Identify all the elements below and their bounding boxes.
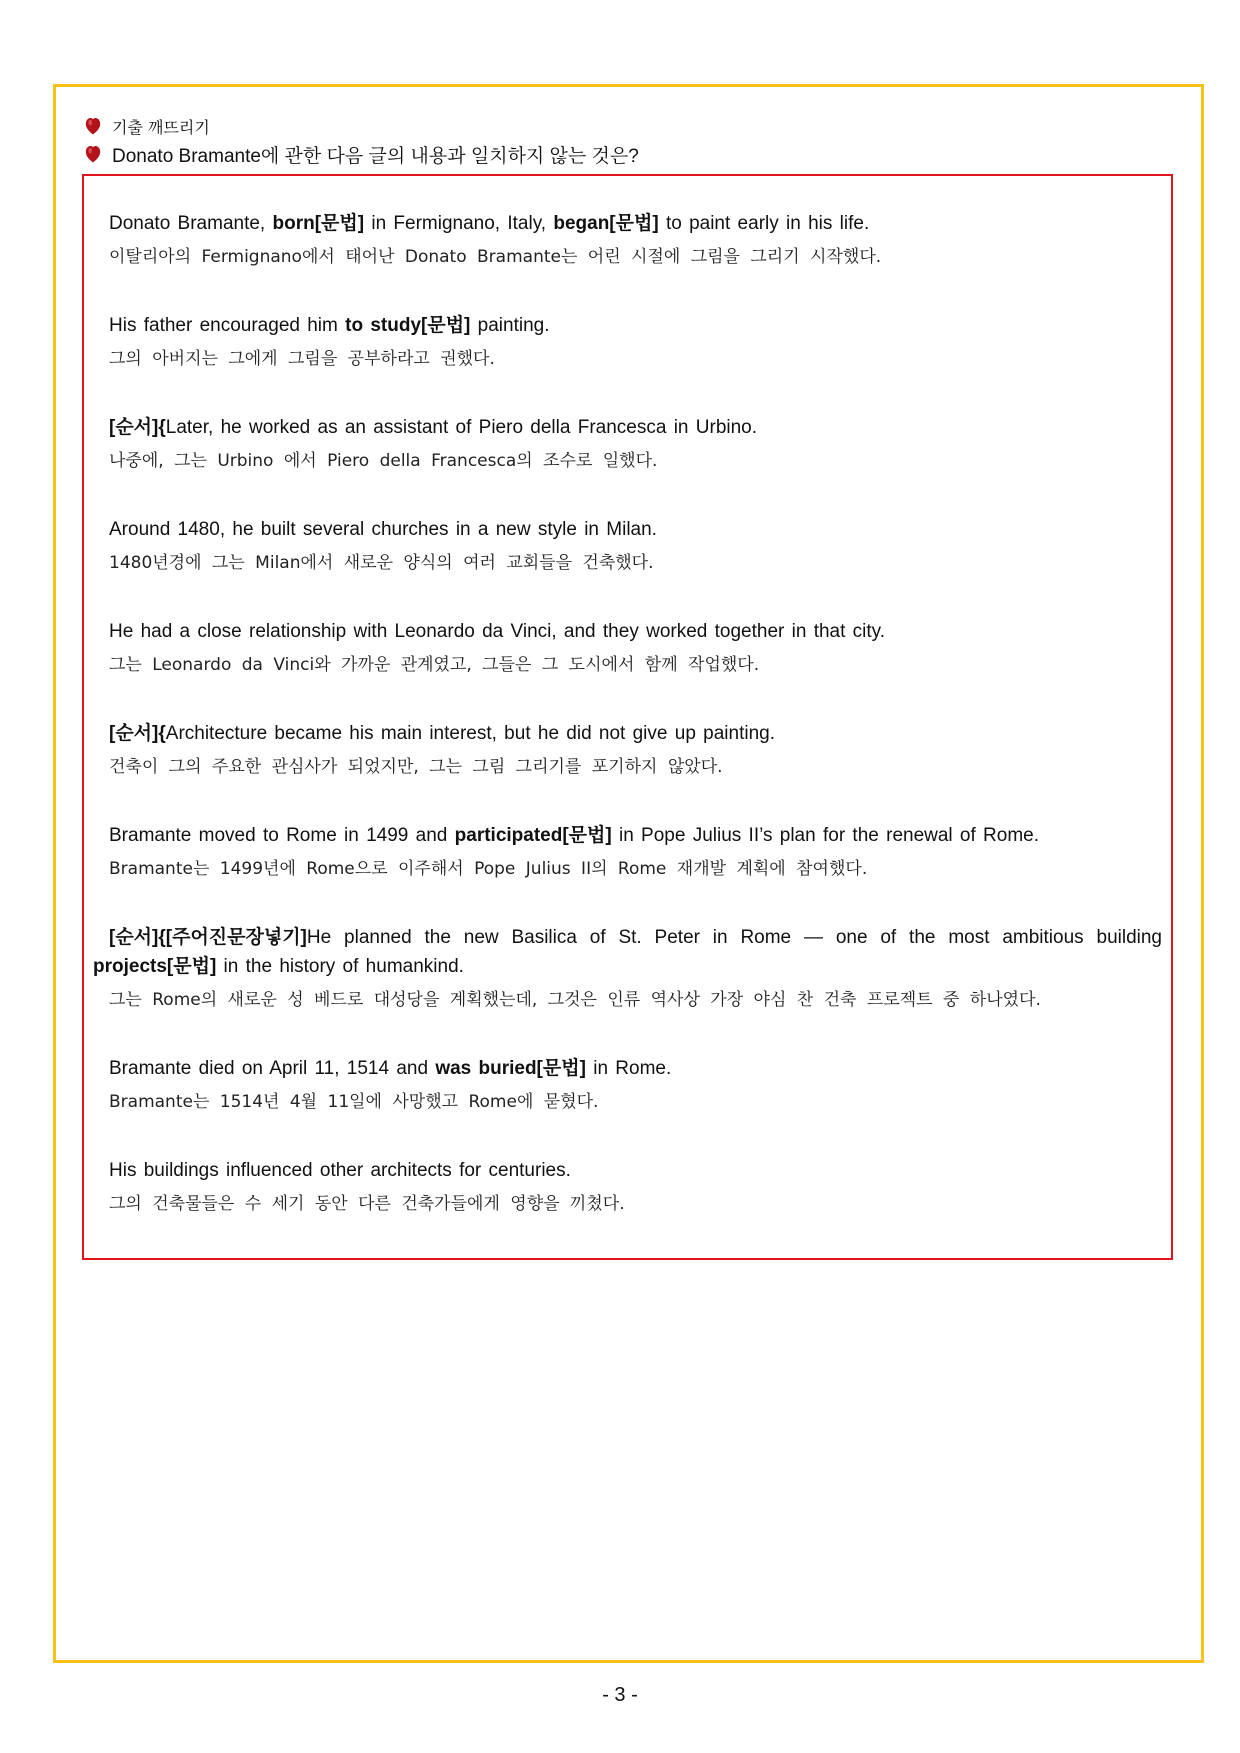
question-header	[85, 143, 639, 165]
grammar-mark: born[문법]	[272, 213, 365, 234]
korean-translation: 그의 건축물들은 수 세기 동안 다른 건축가들에게 영향을 끼쳤다.	[109, 1194, 625, 1214]
korean-translation: 건축이 그의 주요한 관심사가 되었지만, 그는 그림 그리기를 포기하지 않았다.	[109, 757, 723, 777]
korean-translation: Bramante는 1514년 4월 11일에 사망했고 Rome에 묻혔다.	[109, 1092, 599, 1112]
sentence-text: His buildings influenced other architects for centuries.	[109, 1160, 571, 1181]
page-number: - 3 -	[602, 1684, 638, 1706]
sentence-text: His father encouraged him	[109, 315, 346, 336]
sentence-text: Around 1480, he built several churches in a new style in Milan.	[109, 519, 657, 540]
english-sentence	[93, 311, 1162, 340]
sentence-text: He had a close relationship with Leonardo da Vinci, and they worked together in that city.	[109, 621, 886, 642]
sentence-text: He planned the new Basilica of St. Peter in Rome — one of the most ambitious building	[306, 927, 1162, 948]
insert-sentence-mark: [순서]{[주어진문장넣기]	[109, 927, 307, 948]
passage-item	[93, 209, 1162, 272]
sentence-text: in the history of humankind.	[216, 956, 464, 977]
sentence-text: to paint early in his life.	[658, 213, 870, 234]
grammar-mark: projects[문법]	[93, 956, 217, 977]
sentence-text: in Rome.	[585, 1058, 672, 1079]
passage-box	[82, 174, 1173, 1260]
passage-item	[93, 1054, 1162, 1117]
passage-item	[93, 923, 1162, 1015]
english-sentence	[93, 209, 1162, 238]
english-sentence	[93, 413, 1162, 442]
korean-translation: 그의 아버지는 그에게 그림을 공부하라고 권했다.	[109, 349, 495, 369]
english-sentence	[93, 821, 1162, 850]
passage-item	[93, 1156, 1162, 1219]
english-sentence	[93, 923, 1162, 952]
sentence-text: Architecture became his main interest, but he did not give up painting.	[165, 723, 775, 744]
sentence-text: Donato Bramante,	[109, 213, 273, 234]
korean-translation: Bramante는 1499년에 Rome으로 이주해서 Pope Julius II의 Rome 재개발 계획에 참여했다.	[109, 859, 868, 879]
grammar-mark: was buried[문법]	[435, 1058, 586, 1079]
passage-item	[93, 311, 1162, 374]
korean-translation: 그는 Leonardo da Vinci와 가까운 관계였고, 그들은 그 도시에서 함께 작업했다.	[109, 655, 760, 675]
section-label: 기출 깨뜨리기	[112, 117, 210, 137]
sentence-text: Later, he worked as an assistant of Piero della Francesca in Urbino.	[165, 417, 758, 438]
sentence-text: in Pope Julius II’s plan for the renewal of Rome.	[611, 825, 1040, 846]
english-sentence	[93, 617, 1162, 646]
korean-translation: 1480년경에 그는 Milan에서 새로운 양식의 여러 교회들을 건축했다.	[109, 553, 654, 573]
question-title: Donato Bramante에 관한 다음 글의 내용과 일치하지 않는 것은?	[112, 145, 639, 167]
grammar-mark: began[문법]	[553, 213, 659, 234]
sentence-text: in Fermignano, Italy,	[364, 213, 554, 234]
heart-icon	[85, 117, 101, 135]
sentence-text: Bramante moved to Rome in 1499 and	[109, 825, 455, 846]
passage-item	[93, 821, 1162, 884]
english-sentence	[93, 1156, 1162, 1185]
korean-translation: 그는 Rome의 새로운 성 베드로 대성당을 계획했는데, 그것은 인류 역사상 가장 야심 찬 건축 프로젝트 중 하나였다.	[109, 990, 1041, 1010]
korean-translation: 나중에, 그는 Urbino 에서 Piero della Francesca의 조수로 일했다.	[109, 451, 658, 471]
grammar-mark: to study[문법]	[345, 315, 471, 336]
passage-item	[93, 413, 1162, 476]
heart-icon	[85, 145, 101, 163]
section-header	[85, 115, 210, 137]
english-sentence	[93, 719, 1162, 748]
english-sentence-continuation	[93, 952, 1162, 981]
sentence-text: painting.	[470, 315, 550, 336]
english-sentence	[93, 515, 1162, 544]
order-mark: [순서]{	[109, 417, 166, 438]
order-mark: [순서]{	[109, 723, 166, 744]
passage-item	[93, 719, 1162, 782]
grammar-mark: participated[문법]	[454, 825, 612, 846]
passage-item	[93, 617, 1162, 680]
english-sentence	[93, 1054, 1162, 1083]
passage-item	[93, 515, 1162, 578]
sentence-text: Bramante died on April 11, 1514 and	[109, 1058, 436, 1079]
korean-translation: 이탈리아의 Fermignano에서 태어난 Donato Bramante는 어린 시절에 그림을 그리기 시작했다.	[109, 247, 882, 267]
